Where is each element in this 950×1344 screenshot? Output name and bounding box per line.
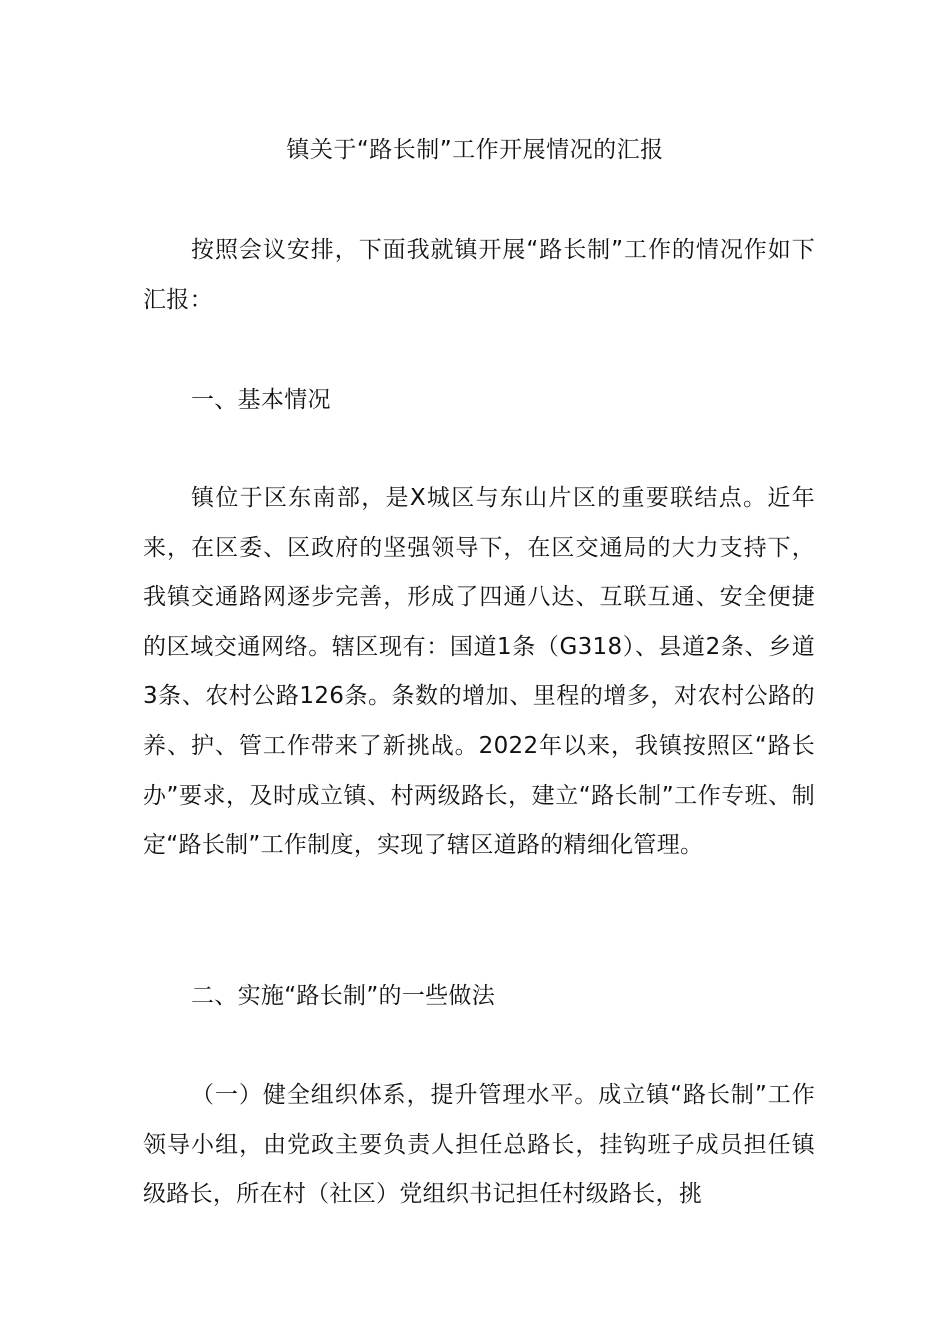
section-2-heading: 二、实施“路长制”的一些做法 xyxy=(191,983,496,1009)
section-1-heading: 一、基本情况 xyxy=(191,387,331,413)
section-1-paragraph: 镇位于区东南部，是X城区与东山片区的重要联结点。近年来，在区委、区政府的坚强领导下，在区交通局的大力支持下，我镇交通路网逐步完善，形成了四通八达、互联互通、安全便捷的区域交通网络。辖区现有：国道1条（G318）、县道2条、乡道3条、农村公路126条。条数的增加、里程的增多，对农村公路的养、护、管工作带来了新挑战。2022年以来，我镇按照区“路长办”要求，及时成立镇、村两级路长，建立“路长制”工作专班、制定“路长制”工作制度，实现了辖区道路的精细化管理。 xyxy=(143,485,815,859)
section-2-paragraph: （一）健全组织体系，提升管理水平。成立镇“路长制”工作领导小组，由党政主要负责人担任总路长，挂钩班子成员担任镇级路长，所在村（社区）党组织书记担任村级路长，挑 xyxy=(143,1082,815,1208)
document-title: 镇关于“路长制”工作开展情况的汇报 xyxy=(286,137,664,163)
intro-paragraph: 按照会议安排，下面我就镇开展“路长制”工作的情况作如下汇报： xyxy=(143,237,815,313)
